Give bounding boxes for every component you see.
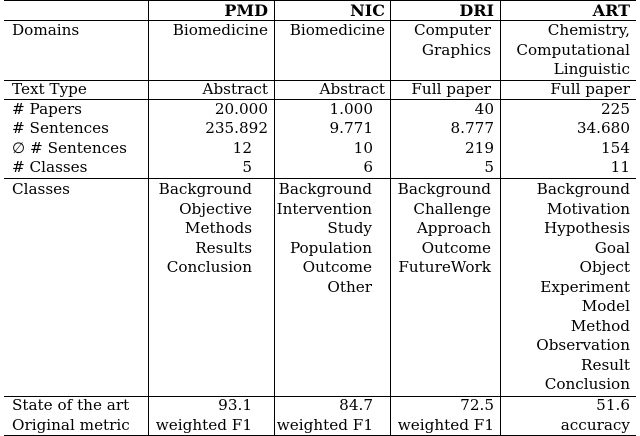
num-classes-dri: 5 [484, 158, 494, 176]
class-item: Result [581, 355, 630, 374]
row-label-state-of-art: State of the art [12, 396, 130, 414]
metric-pmd: weighted F1 [155, 416, 252, 434]
text-type-pmd: Abstract [202, 80, 268, 98]
text-type-dri: Full paper [411, 80, 491, 98]
class-item: Outcome [421, 238, 491, 257]
state-of-art-art: 51.6 [596, 396, 630, 414]
domains-pmd: Biomedicine [172, 21, 268, 39]
sentences-nic: 9.771 [329, 119, 373, 137]
papers-dri: 40 [474, 100, 494, 118]
class-item: Observation [536, 336, 630, 354]
class-item: Background [158, 180, 252, 198]
class-item: Hypothesis [543, 219, 630, 237]
corpus-comparison-table [4, 0, 636, 436]
row-label-papers: # Papers [12, 100, 82, 118]
metric-art: accuracy [560, 416, 630, 434]
class-item: Intervention [276, 199, 372, 218]
classes-dri [390, 180, 491, 278]
class-item: Other [327, 277, 372, 296]
class-item: Goal [594, 238, 630, 257]
header-art: ART [592, 1, 630, 20]
papers-art: 225 [601, 100, 630, 118]
class-item: Study [327, 219, 372, 237]
header-dri: DRI [459, 1, 494, 20]
header-pmd: PMD [224, 1, 268, 20]
class-item: Challenge [413, 199, 491, 218]
avg-sentences-pmd: 12 [232, 139, 252, 157]
row-label-classes: Classes [12, 180, 70, 198]
class-item: Model [581, 297, 630, 315]
row-label-sentences: # Sentences [12, 119, 109, 137]
avg-sentences-nic: 10 [353, 139, 373, 157]
class-item: Objective [179, 199, 252, 218]
class-item: Motivation [546, 199, 630, 218]
class-item: Methods [184, 219, 252, 237]
sentences-art: 34.680 [576, 119, 630, 137]
class-item: Conclusion [544, 375, 630, 393]
class-item: Population [289, 238, 372, 257]
class-item: Background [278, 180, 372, 198]
classes-nic [274, 180, 372, 297]
avg-sentences-art: 154 [601, 139, 630, 157]
class-item: Outcome [302, 258, 372, 276]
avg-sentences-dri: 219 [465, 139, 494, 157]
domains-art: Chemistry, Computational Linguistic [516, 21, 630, 78]
metric-nic: weighted F1 [276, 416, 373, 434]
domains-nic: Biomedicine [289, 21, 385, 39]
papers-pmd: 20.000 [214, 100, 268, 118]
class-item: Background [536, 180, 630, 198]
num-classes-nic: 6 [363, 158, 373, 176]
class-item: Object [579, 258, 630, 276]
classes-pmd [148, 180, 252, 278]
class-item: Method [570, 316, 630, 335]
num-classes-pmd: 5 [242, 158, 252, 176]
class-item: Results [195, 238, 252, 257]
class-item: Conclusion [166, 258, 252, 276]
papers-nic: 1.000 [329, 100, 373, 118]
row-label-avg-sentences: ∅ # Sentences [12, 139, 127, 157]
row-label-text-type: Text Type [12, 80, 87, 98]
state-of-art-pmd: 93.1 [218, 396, 252, 414]
row-label-metric: Original metric [12, 416, 130, 434]
class-item: Approach [416, 219, 491, 237]
row-label-domains: Domains [12, 21, 80, 39]
row-divider [4, 178, 636, 179]
text-type-art: Full paper [550, 80, 630, 98]
num-classes-art: 11 [610, 158, 630, 176]
sentences-pmd: 235.892 [205, 119, 268, 137]
class-item: Background [397, 180, 491, 198]
metric-dri: weighted F1 [397, 416, 494, 434]
class-item: Experiment [540, 277, 630, 296]
header-nic: NIC [350, 1, 385, 20]
state-of-art-nic: 84.7 [339, 396, 373, 414]
class-item: FutureWork [398, 258, 491, 276]
row-label-num-classes: # Classes [12, 158, 88, 176]
text-type-nic: Abstract [319, 80, 385, 98]
state-of-art-dri: 72.5 [460, 396, 494, 414]
domains-dri: Computer Graphics [413, 21, 491, 59]
classes-art [500, 180, 630, 395]
sentences-dri: 8.777 [450, 119, 494, 137]
